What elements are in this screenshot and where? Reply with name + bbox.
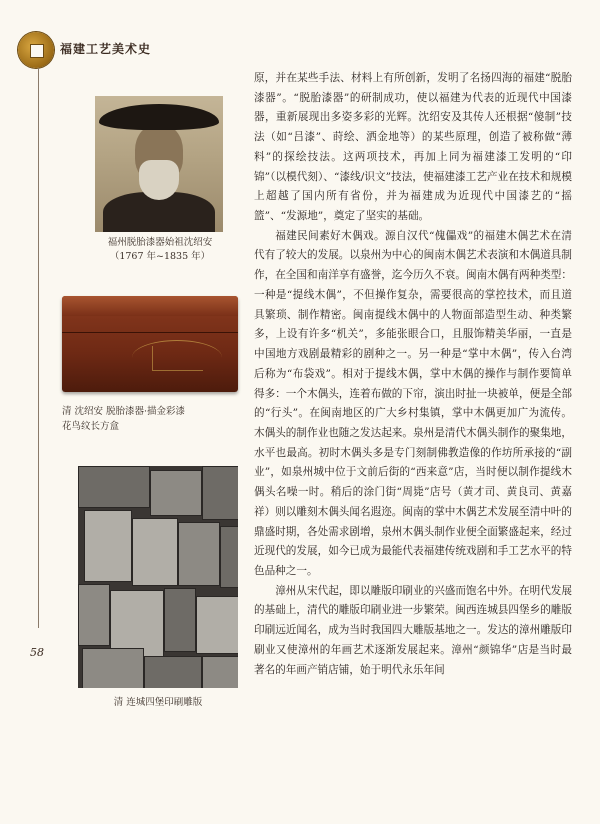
portrait-caption (86, 236, 234, 264)
print-block (178, 522, 220, 586)
print-block (84, 510, 132, 582)
print-block (202, 656, 238, 688)
print-block (132, 518, 178, 586)
print-block (220, 526, 238, 588)
printing-blocks-photo (78, 466, 238, 688)
portrait-caption-line2: （1767 年~1835 年） (109, 251, 211, 262)
print-block (144, 656, 202, 688)
paragraph-puppetry: 福建民间素好木偶戏。源自汉代“傀儡戏”的福建木偶艺术在清代有了较大的发展。以泉州为中心的闽南木偶艺术表演和木偶道具制作，在全国和南洋享有盛誉，迄今历久不衰。闽南木偶有两种类型：一种是“提线木偶”，不但操作复杂，需要很高的掌控技术，而且道具繁琐、制作精密。闽南提线木偶中的人物面部造型生动、种类繁多，上设有许多“机关”，多能张眼合口，且服饰精美华丽，一直是中国地方戏剧最精彩的剧种之一。另一种是“掌中木偶”，传入台湾后称为“布袋戏”。相对于提线木偶，掌中木偶的操作与制作要简单得多：一个木偶头，连着布做的下帘，演出时扯一块被单，便是全部的“行头”。在闽南地区的广大乡村集镇，掌中木偶更加广为流传。木偶头的制作业也随之发达起来。泉州是清代木偶头制作的聚集地，水平也最高。初时木偶头多是专门刻制佛教造像的作坊所承接的“副业”，如泉州城中位于文前后街的“西来意”店，当时便以制作提线木偶头名噪一时。稍后的涂门街“周毙”店号（黄才司、黄良司、黄嘉祥）则以雕刻木偶头闻名遐迩。闽南的掌中木偶艺术发展至清中叶的鼎盛时期，各处需求剧增，泉州木偶头制作业便全面繁盛起来，经过近现代的发展，如今已成为最能代表福建传统戏剧和手工艺水平的特色品种之一。 (254, 229, 572, 577)
print-block (202, 466, 238, 520)
page-number: 58 (30, 646, 44, 659)
box-gold-decoration-2 (152, 346, 203, 371)
blocks-caption: 清 连城四堡印刷雕版 (113, 697, 203, 708)
portrait-photo (95, 96, 223, 232)
print-block (196, 596, 238, 654)
running-title: 福建工艺美术史 (60, 42, 152, 56)
coin-hole (30, 44, 44, 58)
portrait-hat (99, 104, 219, 130)
paragraph-lacquer: 原，并在某些手法、材料上有所创新，发明了名扬四海的福建“脱胎漆器”。“脱胎漆器”的研制成功，使以福建为代表的近现代中国漆器，重新展现出多姿多彩的光辉。沈绍安及其传人还根据“傻制”技法（如“吕漆”、莳绘、洒金地等）的某些原理，创造了被称做“薄料”的探绘技法。这两项技术，再加上同为福建漆工发明的“印锦”（以模代刻）、“漆线/识文”技法，使福建漆工艺产业在技术和规模上超越了国内所有省份，并为福建成为近现代中国漆艺的“摇篮”、“发源地”，奠定了坚实的基础。 (254, 72, 572, 223)
lacquer-box-photo (62, 296, 238, 392)
print-block (164, 588, 196, 652)
body-text (254, 69, 572, 680)
margin-rule (38, 68, 39, 628)
box-seam (62, 332, 238, 333)
portrait-caption-line1: 福州脱胎漆器始祖沈绍安 (107, 237, 213, 248)
portrait-beard (139, 160, 179, 200)
coin-emblem-icon (18, 32, 54, 68)
print-block (78, 466, 150, 508)
paragraph-printing: 漳州从宋代起，即以雕版印刷业的兴盛而饱名中外。在明代发展的基础上，清代的雕版印刷业进一步繁荣。闽西连城县四堡乡的雕版印刷远近闻名，成为当时我国四大雕版基地之一。发达的漳州雕版印刷业又使漳州的年画艺术逐渐发展起来。漳州“颜锦华”店是当时最著名的年画产销店铺，始于明代永乐年间 (254, 584, 572, 676)
print-block (150, 470, 202, 516)
box-lid (62, 296, 238, 316)
box-caption (62, 404, 238, 434)
box-caption-line1: 清 沈绍安 脱胎漆器·描金彩漆 (62, 406, 186, 417)
print-block (78, 584, 110, 646)
box-caption-line2: 花鸟纹长方盒 (62, 421, 120, 432)
print-block (82, 648, 144, 688)
